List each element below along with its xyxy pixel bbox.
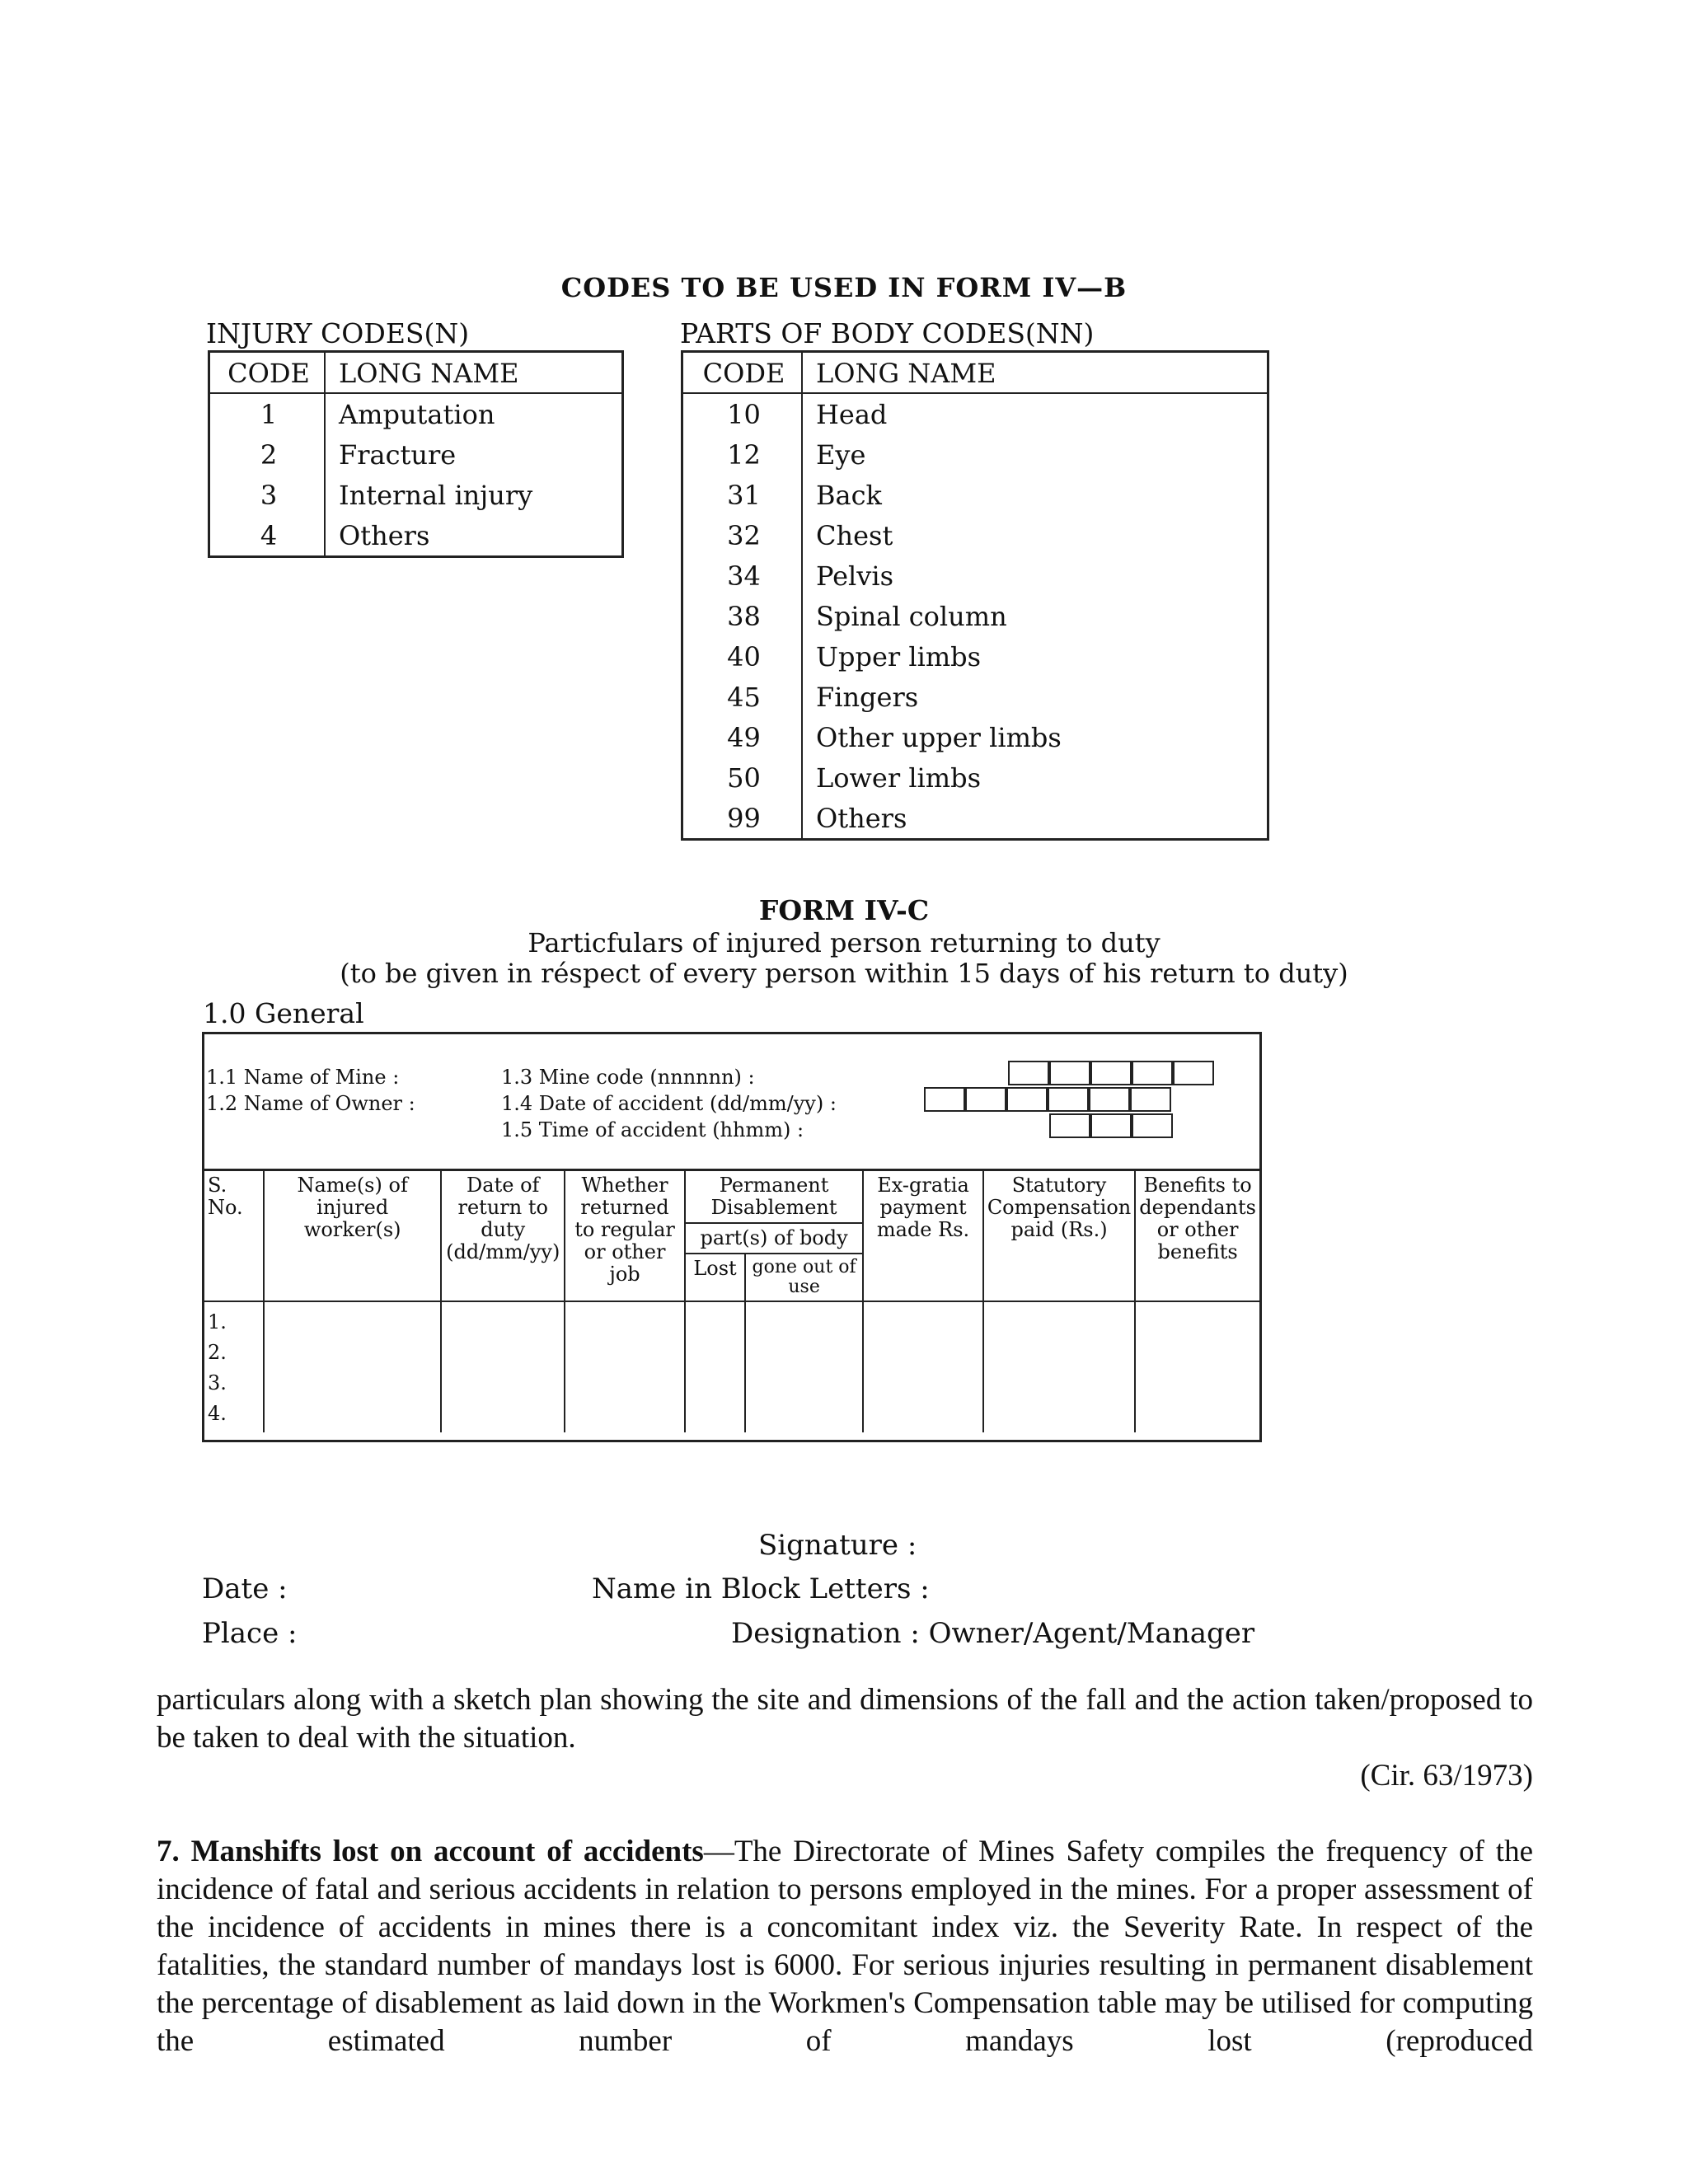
table-row [682,434,1268,475]
injury-code-header: CODE [209,352,326,394]
code-cell: 99 [682,798,803,840]
benefits-cell[interactable] [1135,1301,1259,1432]
row-number: 1. [208,1310,227,1333]
parts-of-body-header: part(s) of body [685,1223,863,1254]
row-number: 4. [208,1402,227,1425]
lost-cell[interactable] [685,1301,745,1432]
date-label: Date : [202,1572,288,1605]
code-cell: 12 [682,434,803,475]
section-general: 1.0 General [203,997,364,1029]
code-cell: 10 [682,393,803,434]
name-cell: Back [816,479,882,511]
table-row [682,757,1268,798]
form-subtitle: Particfulars of injured person returning to duty [528,927,1160,958]
statutory-header: Statutory Compensation paid (Rs.) [983,1170,1135,1302]
table-row [682,677,1268,717]
section-7-text: —The Directorate of Mines Safety compiles the frequency of the incidence of fatal and serious accidents in relation to persons employed in the mines. For a proper assessment of the incidence of accidents in mines there is a concomitant index viz. the Severity Rate. In respect of the fatalities, the standard number of mandays lost is 6000. For serious injuries resulting in permanent disablement the percentage of disablement as laid down in the Workmen's Compensation table may be utilised for computing the estimated number of mandays lost (reproduced [157,1835,1533,2058]
designation-label: Designation : Owner/Agent/Manager [731,1617,1255,1650]
table-row [682,636,1268,677]
code-cell: 3 [209,475,326,515]
name-cell: Pelvis [816,560,893,592]
injury-codes-table [208,350,624,558]
name-cell: Eye [816,438,866,471]
benefits-header: Benefits to dependants or other benefits [1135,1170,1259,1302]
lost-header: Lost [685,1254,745,1301]
return-to-duty-table [204,1169,1259,1432]
codes-title: CODES TO BE USED IN FORM IV—B [560,272,1128,303]
form-note: (to be given in réspect of every person within 15 days of his return to duty) [340,958,1348,989]
table-row [682,798,1268,840]
code-cell: 50 [682,757,803,798]
form-title: FORM IV-C [758,894,930,926]
ex-gratia-header: Ex-gratia payment made Rs. [863,1170,983,1302]
row-numbers [204,1301,264,1432]
name-cell: Lower limbs [816,762,982,794]
signature-label: Signature : [758,1529,917,1562]
code-cell: 38 [682,596,803,636]
statutory-cell[interactable] [983,1301,1135,1432]
table-row [204,1301,1259,1432]
date-return-cell[interactable] [441,1301,565,1432]
names-header: Name(s) of injured worker(s) [264,1170,441,1302]
body-codes-table [681,350,1269,841]
name-cell: Amputation [339,398,495,430]
injury-codes-label: INJURY CODES(N) [206,317,470,349]
code-cell: 34 [682,555,803,596]
code-cell: 2 [209,434,326,475]
code-cell: 1 [209,393,326,434]
name-cell: Head [816,398,888,430]
date-of-accident-label: 1.4 Date of accident (dd/mm/yy) : [501,1092,837,1115]
name-cell: Internal injury [339,479,533,511]
row-number: 3. [208,1371,227,1394]
code-cell: 4 [209,515,326,557]
name-cell: Other upper limbs [816,721,1062,753]
name-of-mine-label: 1.1 Name of Mine : [206,1066,400,1089]
mine-code-label: 1.3 Mine code (nnnnnn) : [501,1066,755,1089]
permanent-disablement-header: Permanent Disablement [685,1170,863,1224]
code-cell: 49 [682,717,803,757]
body-codes-label: PARTS OF BODY CODES(NN) [680,317,1095,349]
name-cell: Spinal column [816,600,1007,632]
table-row [209,475,623,515]
date-return-header: Date of return to duty (dd/mm/yy) [441,1170,565,1302]
time-of-accident-label: 1.5 Time of accident (hhmm) : [501,1118,804,1141]
row-number: 2. [208,1341,227,1364]
body-longname-header: LONG NAME [802,352,1268,394]
name-of-owner-label: 1.2 Name of Owner : [206,1092,415,1115]
gone-out-of-use-header: gone out of use [745,1254,863,1301]
injury-longname-header: LONG NAME [325,352,623,394]
form-iv-c [202,1032,1262,1442]
section-7-heading: 7. Manshifts lost on account of accidents [157,1835,704,1868]
code-cell: 31 [682,475,803,515]
circular-reference: (Cir. 63/1973) [1360,1759,1533,1793]
name-cell: Others [339,519,430,551]
gone-out-of-use-cell[interactable] [745,1301,863,1432]
code-cell: 45 [682,677,803,717]
name-cell: Fracture [339,438,457,471]
body-paragraph-1 [157,1681,1533,1795]
ex-gratia-cell[interactable] [863,1301,983,1432]
table-row [682,596,1268,636]
name-cell: Fingers [816,681,919,713]
table-row [682,475,1268,515]
section-7 [157,1833,1533,2060]
name-block-letters-label: Name in Block Letters : [592,1572,930,1605]
code-cell: 32 [682,515,803,555]
body-code-header: CODE [682,352,803,394]
table-row [682,717,1268,757]
table-row [682,555,1268,596]
table-row [209,393,623,434]
general-section [204,1034,1259,1169]
table-row [209,434,623,475]
table-row [682,515,1268,555]
sno-header: S. No. [204,1170,264,1302]
whether-returned-header: Whether returned to regular or other job [565,1170,685,1302]
table-row [682,393,1268,434]
paragraph-text: particulars along with a sketch plan showing the site and dimensions of the fall and the action taken/proposed to be taken to deal with the situation. [157,1683,1533,1755]
whether-returned-cell[interactable] [565,1301,685,1432]
names-cell[interactable] [264,1301,441,1432]
place-label: Place : [202,1617,298,1650]
name-cell: Others [816,802,907,834]
name-cell: Upper limbs [816,640,982,673]
name-cell: Chest [816,519,893,551]
code-cell: 40 [682,636,803,677]
table-row [209,515,623,557]
